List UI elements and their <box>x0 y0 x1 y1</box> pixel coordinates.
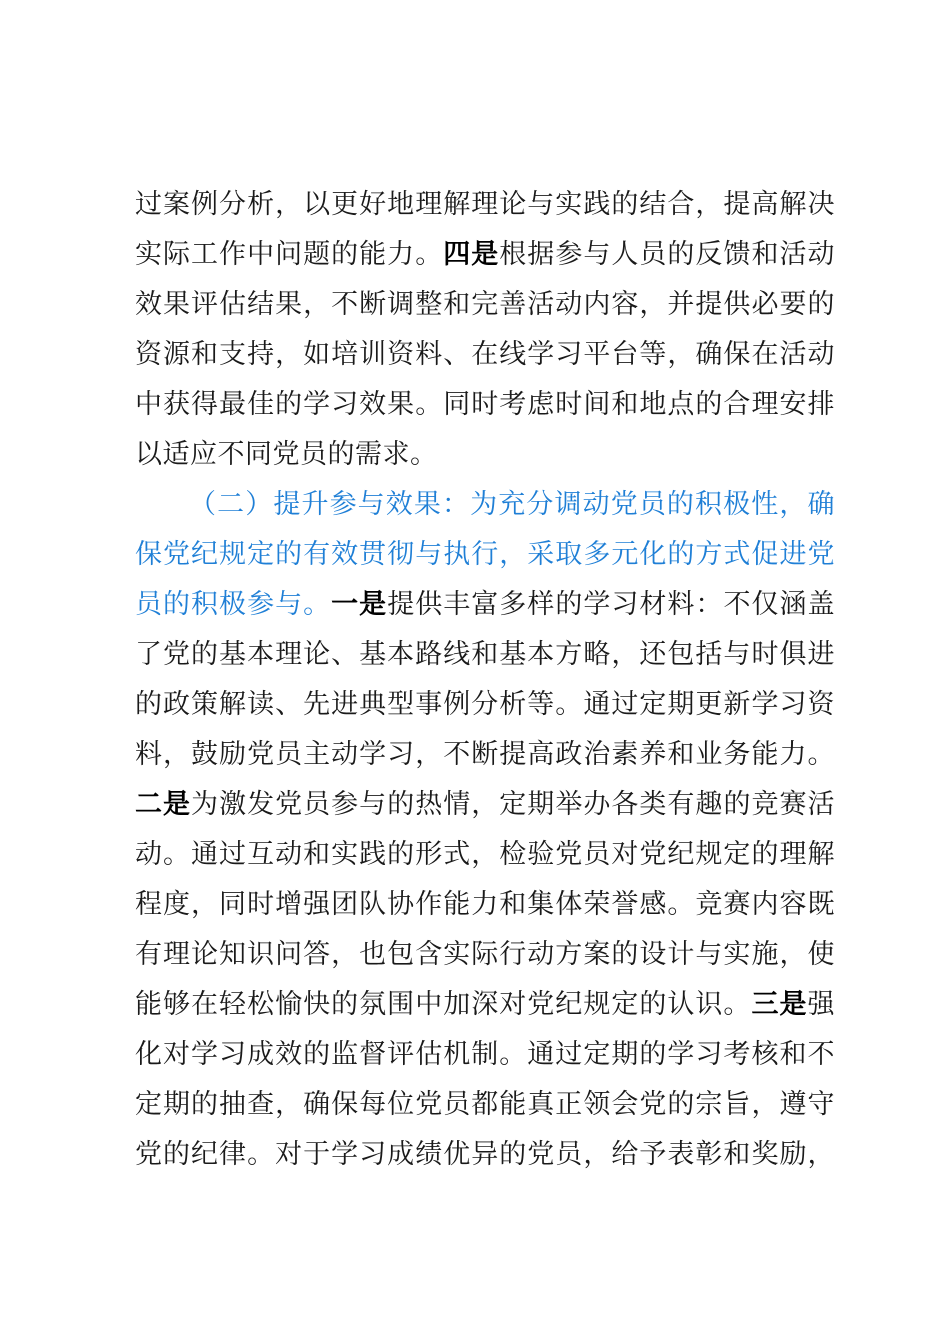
text-line: 效果评估结果，不断调整和完善活动内容，并提供必要的 <box>135 289 835 320</box>
text-line: 资源和支持，如培训资料、在线学习平台等，确保在活动 <box>135 339 835 370</box>
text-line <box>135 580 835 630</box>
text-run: 为激发党员参与的热情，定期举办各类有趣的竞赛活 <box>191 789 836 820</box>
text-run: 提供丰富多样的学习材料：不仅涵盖 <box>387 589 836 620</box>
bold-marker: 一是 <box>331 589 388 620</box>
section-heading-line: （二）提升参与效果：为充分调动党员的积极性，确 <box>189 489 835 520</box>
text-line: 以适应不同党员的需求。 <box>135 439 438 470</box>
section-heading-line: 保党纪规定的有效贯彻与执行，采取多元化的方式促进党 <box>135 539 835 570</box>
text-run: 能够在轻松愉快的氛围中加深对党纪规定的认识。 <box>135 989 752 1020</box>
text-line <box>135 980 835 1030</box>
bold-marker: 二是 <box>135 789 192 820</box>
text-line: 了党的基本理论、基本路线和基本方略，还包括与时俱进 <box>135 639 835 670</box>
text-run: 根据参与人员的反馈和活动 <box>499 239 836 270</box>
text-line: 有理论知识问答，也包含实际行动方案的设计与实施，使 <box>135 939 835 970</box>
text-line: 定期的抽查，确保每位党员都能真正领会党的宗旨，遵守 <box>135 1089 835 1120</box>
text-line: 程度，同时增强团队协作能力和集体荣誉感。竞赛内容既 <box>135 889 835 920</box>
paragraph-2 <box>135 480 835 1180</box>
paragraph-1 <box>135 180 835 480</box>
text-line: 中获得最佳的学习效果。同时考虑时间和地点的合理安排 <box>135 389 835 420</box>
section-heading-tail: 员的积极参与。 <box>135 589 332 620</box>
text-line: 化对学习成效的监督评估机制。通过定期的学习考核和不 <box>135 1039 835 1070</box>
text-run: 强 <box>807 989 836 1020</box>
text-line: 动。通过互动和实践的形式，检验党员对党纪规定的理解 <box>135 839 835 870</box>
text-line: 料，鼓励党员主动学习，不断提高政治素养和业务能力。 <box>135 739 835 770</box>
text-run: 实际工作中问题的能力。 <box>135 239 444 270</box>
text-line: 党的纪律。对于学习成绩优异的党员，给予表彰和奖励， <box>135 1139 835 1170</box>
text-line: 过案例分析，以更好地理解理论与实践的结合，提高解决 <box>135 189 835 220</box>
bold-marker: 三是 <box>751 989 808 1020</box>
text-line <box>135 780 835 830</box>
text-line <box>135 230 835 280</box>
bold-marker: 四是 <box>443 239 500 270</box>
text-line: 的政策解读、先进典型事例分析等。通过定期更新学习资 <box>135 689 835 720</box>
